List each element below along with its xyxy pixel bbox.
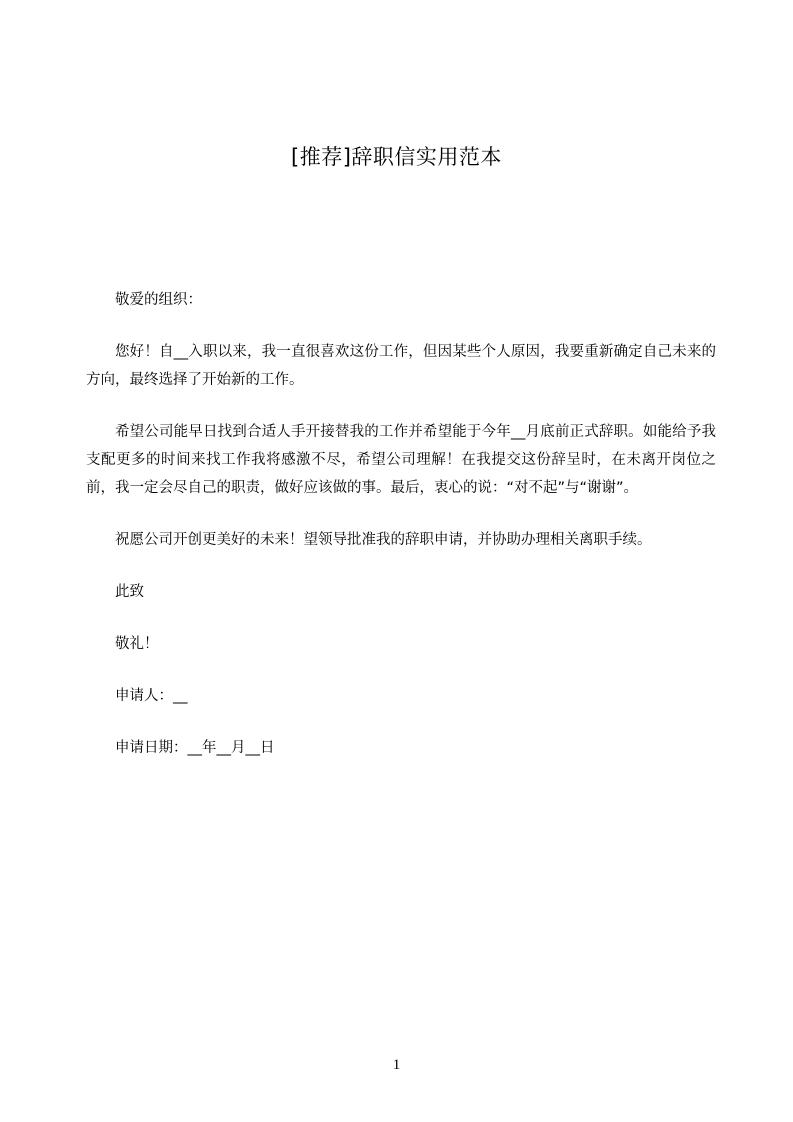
page-number: 1 [392,1057,401,1073]
closing-line-2: 敬礼！ [115,636,159,652]
paragraph-wishes: 祝愿公司开创更美好的未来！望领导批准我的辞职申请，并协助办理相关离职手续。 [115,532,652,548]
applicant-line: 申请人：__ [115,688,188,704]
closing-line-1: 此致 [115,584,144,600]
letter-body [86,286,716,786]
document-title: [推荐]辞职信实用范本 [291,145,502,169]
paragraph-greeting: 您好！自__入职以来，我一直很喜欢这份工作，但因某些个人原因，我要重新确定自己未来的方向，最终选择了开始新的工作。 [86,344,716,388]
date-line: 申请日期：__年__月__日 [115,740,275,756]
paragraph-resignation: 希望公司能早日找到合适人手开接替我的工作并希望能于今年__月底前正式辞职。如能给予我支配更多的时间来找工作我将感激不尽，希望公司理解！在我提交这份辞呈时，在未离开岗位之前，我一定会尽自己的职责，做好应该做的事。最后，衷心的说：“对不起”与“谢谢”。 [86,424,716,496]
salutation: 敬爱的组织： [115,292,202,308]
